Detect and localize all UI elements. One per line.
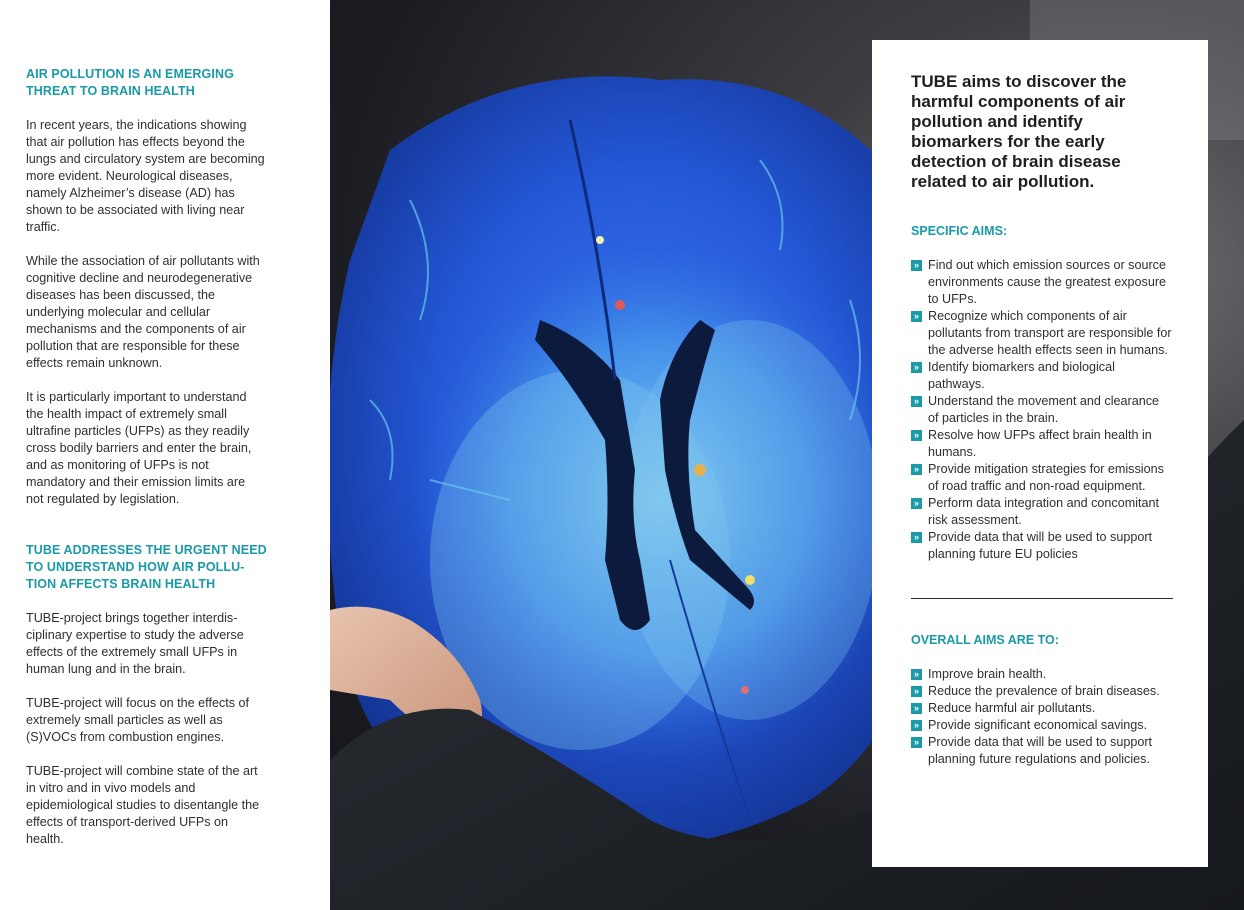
chevron-double-right-icon: » xyxy=(911,362,922,373)
list-item: » Understand the movement and clearance of particles in the brain. xyxy=(911,393,1173,427)
overall-aims-list xyxy=(911,666,1173,768)
specific-aims-heading: SPECIFIC AIMS: xyxy=(911,224,1008,238)
paragraph-association: While the association of air pollutants with cognitive decline and neurodegenerative diseases has been discussed, the underlying molecular and cellular mechanisms and the components of air pollution that are responsible for these effects remain unknown. xyxy=(26,254,260,370)
list-item: » Provide mitigation strategies for emissions of road traffic and non-road equipment. xyxy=(911,461,1173,495)
chevron-double-right-icon: » xyxy=(911,532,922,543)
paragraph-ufp-importance: It is particularly important to understand the health impact of extremely small ultrafine particles (UFPs) as they readily cross bodily barriers and enter the brain, and as monitoring of UFPs is not mandatory and their emission limits are not regulated by legislation. xyxy=(26,390,252,506)
list-item: » Reduce harmful air pollutants. xyxy=(911,700,1173,717)
list-item: » Resolve how UFPs affect brain health in humans. xyxy=(911,427,1173,461)
list-item: » Provide significant economical savings. xyxy=(911,717,1173,734)
list-item: » Reduce the prevalence of brain diseases. xyxy=(911,683,1173,700)
section-heading-emerging-threat: AIR POLLUTION IS AN EMERGING THREAT TO BRAIN HEALTH xyxy=(26,67,234,98)
list-item: » Provide data that will be used to support planning future EU policies xyxy=(911,529,1173,563)
chevron-double-right-icon: » xyxy=(911,260,922,271)
list-item: » Find out which emission sources or source environments cause the greatest exposure to UFPs. xyxy=(911,257,1173,308)
list-item: » Improve brain health. xyxy=(911,666,1173,683)
chevron-double-right-icon: » xyxy=(911,669,922,680)
list-item: » Provide data that will be used to support planning future regulations and policies. xyxy=(911,734,1173,768)
chevron-double-right-icon: » xyxy=(911,464,922,475)
list-item: » Recognize which components of air pollutants from transport are responsible for the adverse health effects seen in humans. xyxy=(911,308,1173,359)
aims-panel xyxy=(872,40,1208,867)
chevron-double-right-icon: » xyxy=(911,720,922,731)
paragraph-tube-focus: TUBE-project will focus on the effects of extremely small particles as well as (S)VOCs from combustion engines. xyxy=(26,696,250,744)
list-item: » Perform data integration and concomitant risk assessment. xyxy=(911,495,1173,529)
overall-aims-heading: OVERALL AIMS ARE TO: xyxy=(911,633,1059,647)
section-heading-urgent-need: TUBE ADDRESSES THE URGENT NEED TO UNDERSTAND HOW AIR POLLUTION AFFECTS BRAIN HEALTH xyxy=(26,543,267,591)
paragraph-tube-expertise: TUBE-project brings together interdisciplinary expertise to study the adverse effects of the extremely small UFPs in human lung and in the brain. xyxy=(26,611,244,676)
chevron-double-right-icon: » xyxy=(911,686,922,697)
chevron-double-right-icon: » xyxy=(911,311,922,322)
specific-aims-list xyxy=(911,257,1173,563)
paragraph-tube-models: TUBE-project will combine state of the art in vitro and in vivo models and epidemiological studies to disentangle the effects of transport-derived UFPs on health. xyxy=(26,764,260,846)
lead-statement: TUBE aims to discover the harmful components of air pollution and identify biomarkers for the early detection of brain disease related to air pollution. xyxy=(911,72,1127,191)
chevron-double-right-icon: » xyxy=(911,498,922,509)
chevron-double-right-icon: » xyxy=(911,737,922,748)
left-text-column xyxy=(0,0,330,910)
section-divider xyxy=(911,598,1173,599)
chevron-double-right-icon: » xyxy=(911,396,922,407)
paragraph-recent-years: In recent years, the indications showing that air pollution has effects beyond the lungs and circulatory system are becoming more evident. Neurological diseases, namely Alzheimer’s disease (AD) has shown to be associated with living near traffic. xyxy=(26,118,265,234)
chevron-double-right-icon: » xyxy=(911,430,922,441)
chevron-double-right-icon: » xyxy=(911,703,922,714)
list-item: » Identify biomarkers and biological pathways. xyxy=(911,359,1173,393)
